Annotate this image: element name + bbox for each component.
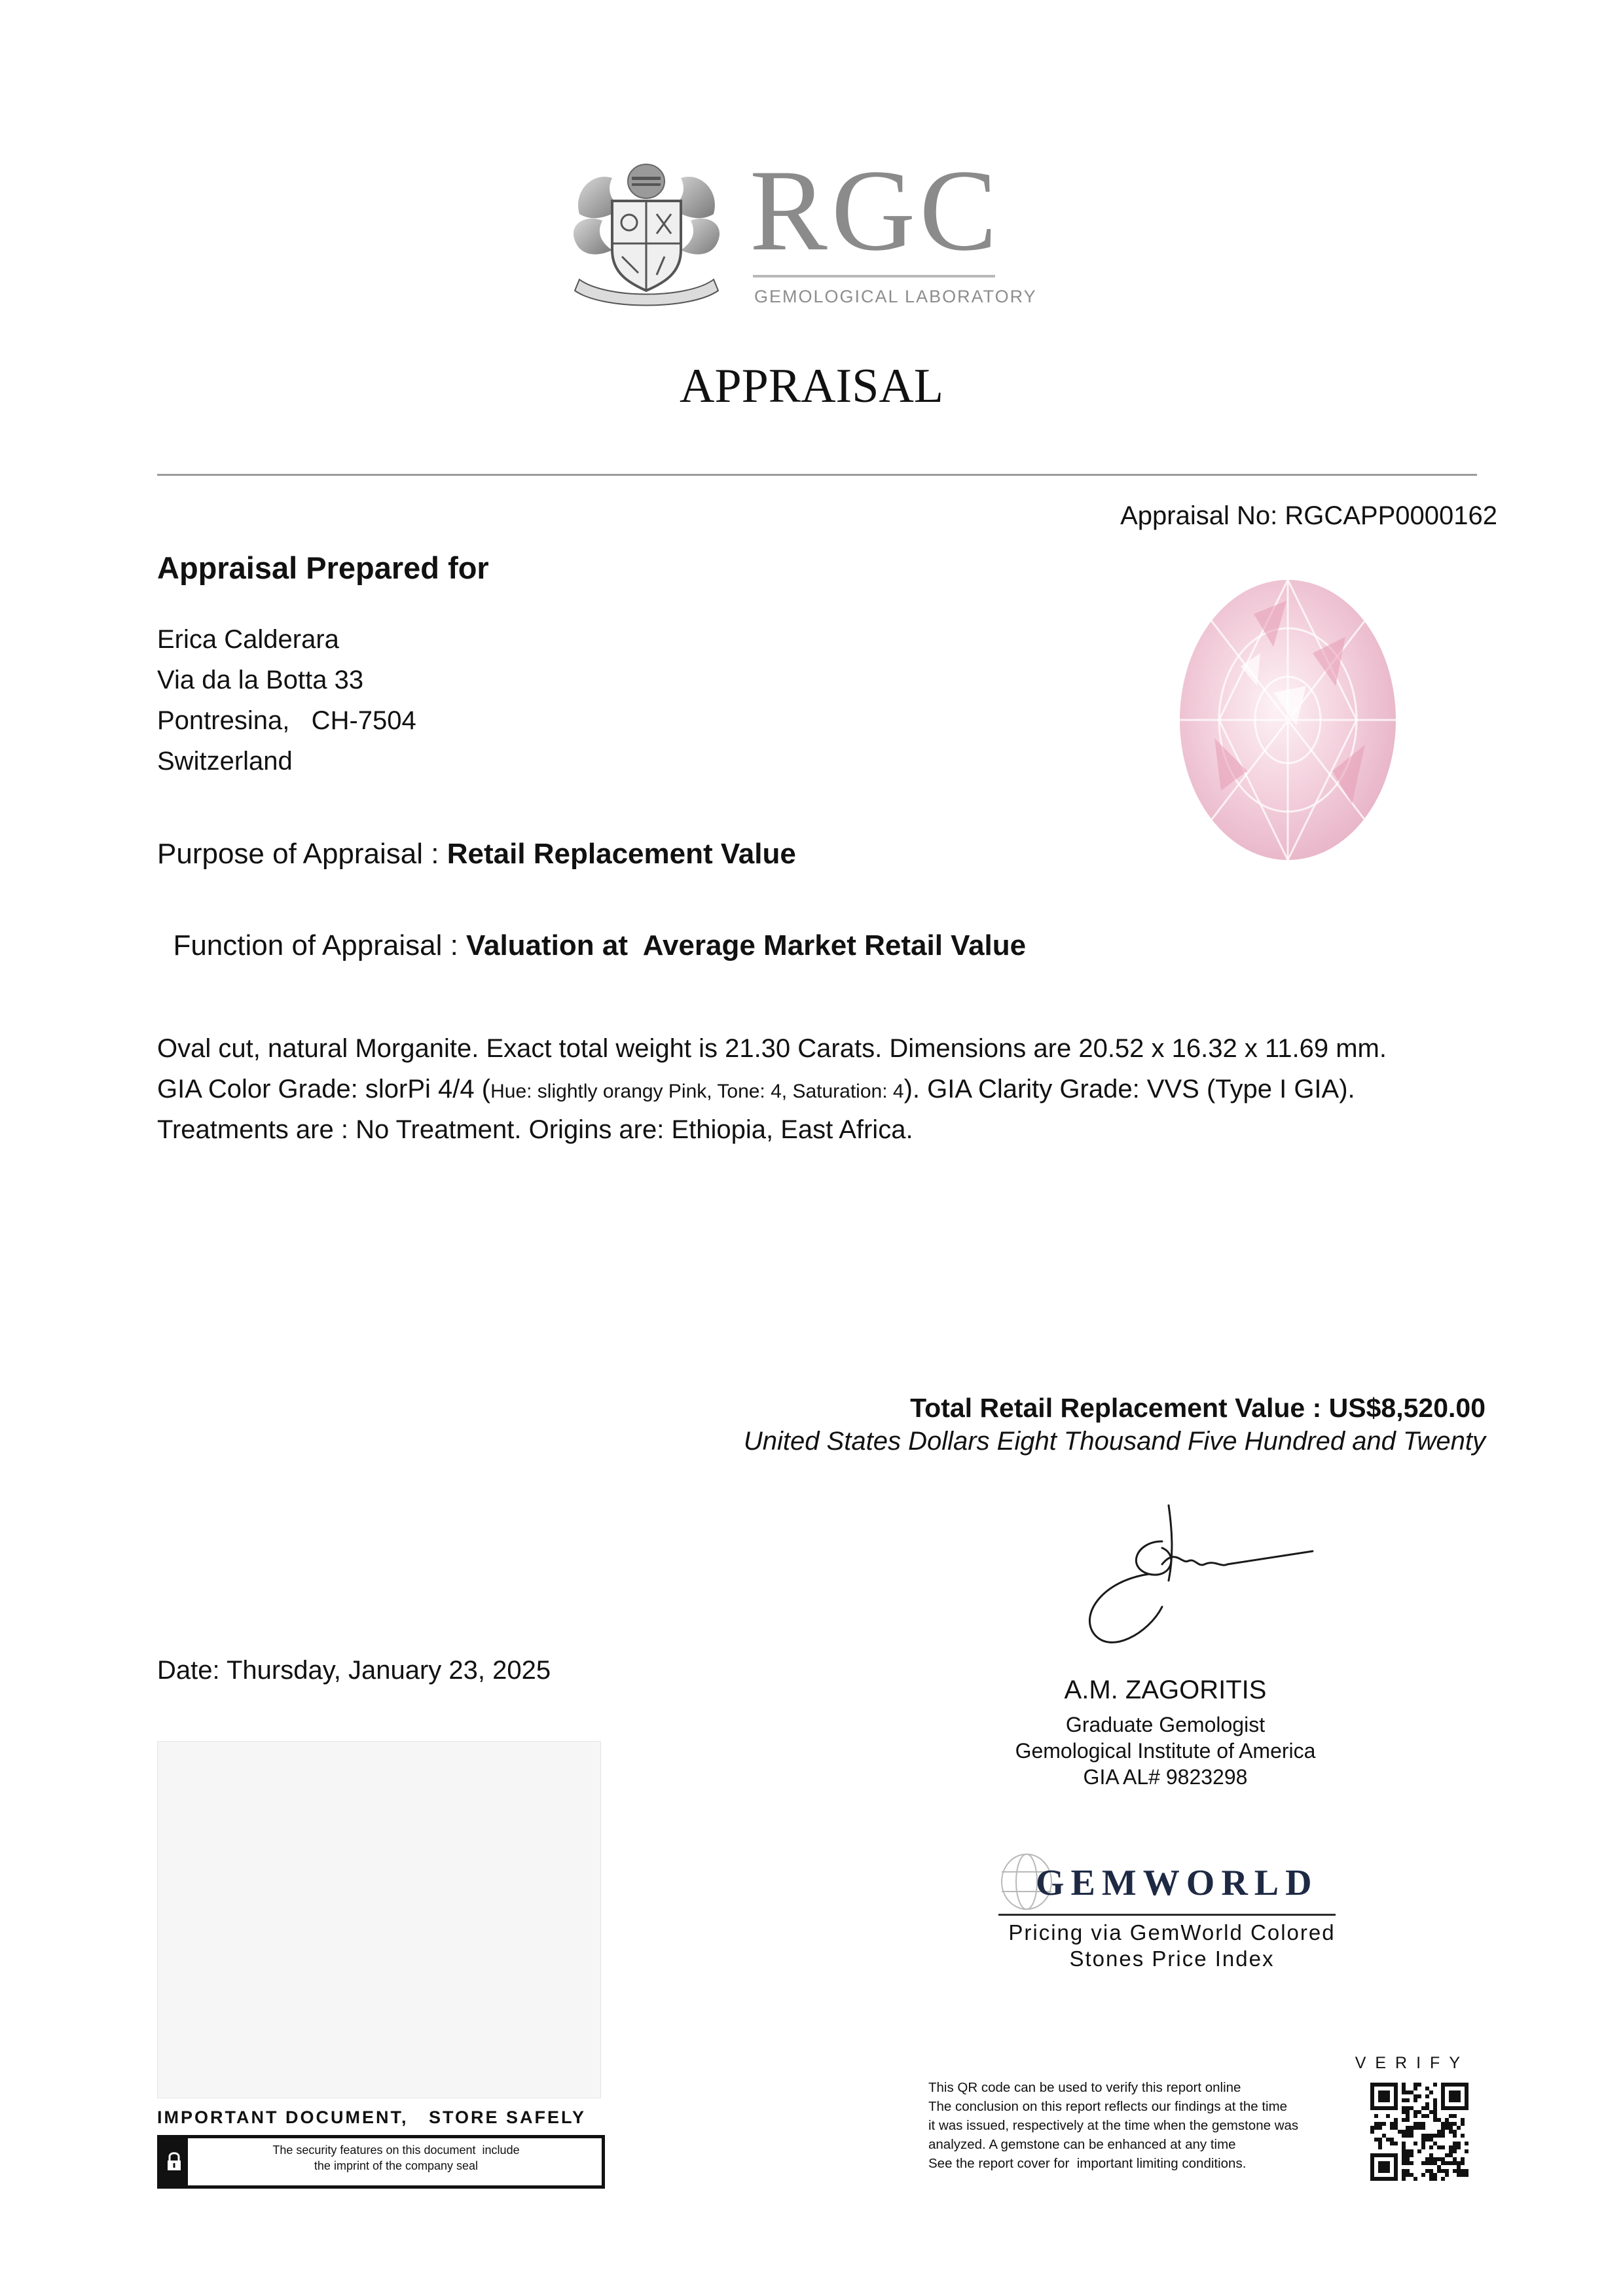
purpose-of-appraisal <box>157 838 796 870</box>
qr-text-line-4: analyzed. A gemstone can be enhanced at any time <box>928 2137 1236 2152</box>
gemworld-divider <box>998 1914 1336 1916</box>
store-safely-notice: IMPORTANT DOCUMENT, STORE SAFELY <box>157 2108 587 2127</box>
handwritten-signature <box>1064 1502 1326 1666</box>
purpose-label: Purpose of Appraisal : <box>157 838 447 870</box>
prepared-for-heading: Appraisal Prepared for <box>157 550 489 585</box>
color-grade: GIA Color Grade: slorPi 4/4 ( <box>157 1075 491 1103</box>
lock-icon-cell <box>160 2138 188 2185</box>
qr-text-line-3: it was issued, respectively at the time when the gemstone was <box>928 2118 1299 2133</box>
signer-title: Graduate Gemologist <box>1065 1713 1266 1736</box>
qr-text-line-2: The conclusion on this report reflects our findings at the time <box>928 2099 1288 2114</box>
security-line-2: the imprint of the company seal <box>314 2159 479 2172</box>
logo-subtitle: GEMOLOGICAL LABORATORY <box>754 287 1037 306</box>
purpose-value: Retail Replacement Value <box>447 838 796 870</box>
client-country: Switzerland <box>157 747 293 776</box>
gemworld-caption-2: Stones Price Index <box>1069 1946 1275 1971</box>
gemstone-photo <box>1175 575 1401 866</box>
description-line-1: Oval cut, natural Morganite. Exact total weight is 21.30 Carats. Dimensions are 20.52 x 16.32 x 11.69 mm. <box>157 1034 1387 1063</box>
rgc-crest-logo <box>566 152 727 312</box>
qr-explanation <box>928 2078 1345 2173</box>
rgc-logo-text: RGC <box>750 145 1001 275</box>
client-name: Erica Calderara <box>157 625 339 654</box>
appraisal-number: Appraisal No: RGCAPP0000162 <box>1120 501 1497 530</box>
description-line-2 <box>157 1075 1355 1104</box>
signer-institute: Gemological Institute of America <box>1015 1739 1316 1763</box>
qr-text-line-1: This QR code can be used to verify this report online <box>928 2080 1241 2095</box>
hue-detail: Hue: slightly orangy Pink, Tone: 4, Saturation: 4 <box>490 1081 904 1102</box>
value-in-words: United States Dollars Eight Thousand Five Hundred and Twenty <box>743 1427 1486 1456</box>
description-line-3: Treatments are : No Treatment. Origins are: Ethiopia, East Africa. <box>157 1115 913 1144</box>
gemworld-caption-1: Pricing via GemWorld Colored <box>1008 1920 1336 1945</box>
qr-text-line-5: See the report cover for important limiting conditions. <box>928 2156 1247 2171</box>
function-label: Function of Appraisal : <box>173 929 467 961</box>
client-city: Pontresina, CH-7504 <box>157 706 416 735</box>
security-notice-text <box>200 2142 593 2174</box>
security-line-1: The security features on this document include <box>272 2144 520 2157</box>
function-of-appraisal <box>157 897 1026 962</box>
lock-icon <box>160 2138 188 2185</box>
total-retail-value: Total Retail Replacement Value : US$8,520.00 <box>910 1393 1486 1423</box>
signer-id: GIA AL# 9823298 <box>1083 1765 1248 1789</box>
document-title: APPRAISAL <box>680 359 943 413</box>
company-seal-area <box>157 1741 601 2098</box>
logo-divider <box>753 275 995 278</box>
client-street: Via da la Botta 33 <box>157 666 364 694</box>
clarity-grade: ). GIA Clarity Grade: VVS (Type I GIA). <box>903 1075 1355 1103</box>
gemworld-wordmark: GEMWORLD <box>1036 1863 1319 1903</box>
security-notice-box <box>157 2135 605 2189</box>
appraisal-date: Date: Thursday, January 23, 2025 <box>157 1656 551 1685</box>
title-divider <box>157 474 1477 476</box>
verify-label: VERIFY <box>1355 2054 1469 2072</box>
signer-name: A.M. ZAGORITIS <box>1064 1676 1267 1704</box>
verification-qr-code[interactable] <box>1370 2083 1468 2181</box>
function-value: Valuation at Average Market Retail Value <box>466 929 1027 961</box>
gemworld-logo <box>995 1846 1336 1918</box>
